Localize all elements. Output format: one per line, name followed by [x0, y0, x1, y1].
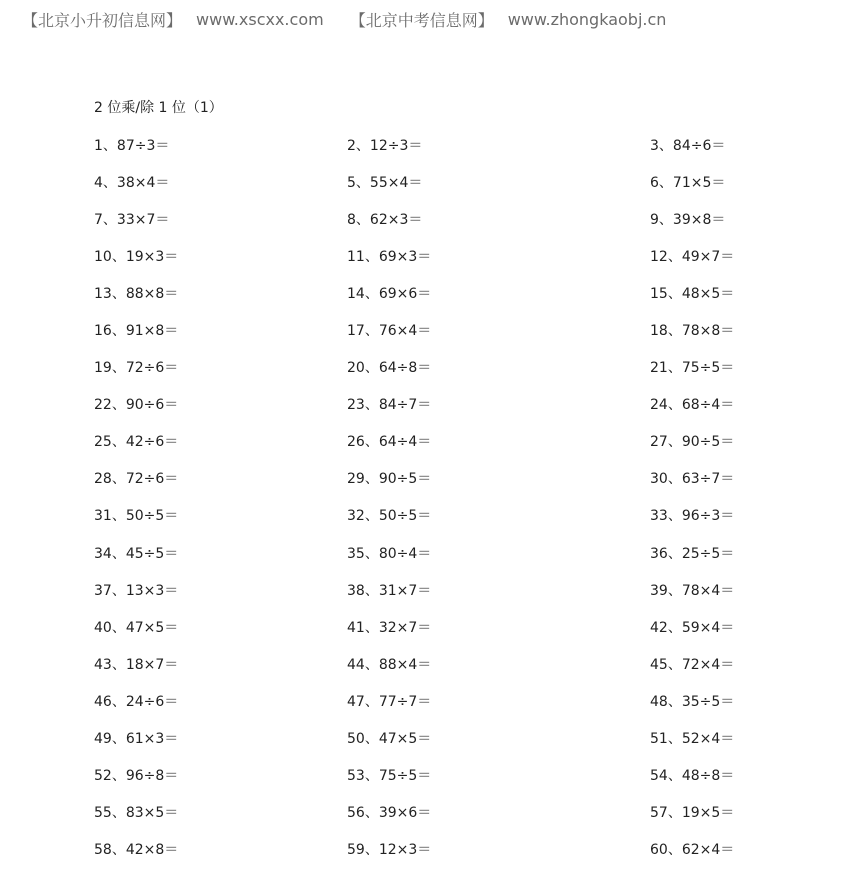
- problem-row: [0, 432, 846, 469]
- problem-item: 4、38×4＝: [94, 175, 170, 192]
- problem-item: 34、45÷5＝: [94, 545, 179, 562]
- problem-item: 49、61×3＝: [94, 730, 179, 747]
- problem-item: 31、50÷5＝: [94, 508, 179, 525]
- problem-item: 22、90÷6＝: [94, 397, 179, 414]
- problem-row: [0, 136, 846, 173]
- problem-row: [0, 395, 846, 432]
- problem-item: 29、90÷5＝: [347, 471, 432, 488]
- problem-item: 54、48÷8＝: [650, 767, 735, 784]
- problem-item: 38、31×7＝: [347, 582, 432, 599]
- problem-row: [0, 618, 846, 655]
- problem-item: 14、69×6＝: [347, 286, 432, 303]
- problem-item: 21、75÷5＝: [650, 360, 735, 377]
- header-site1-name: 【北京小升初信息网】: [22, 10, 183, 30]
- worksheet-title: 2 位乘/除 1 位（1）: [94, 100, 223, 116]
- problem-item: 28、72÷6＝: [94, 471, 179, 488]
- problem-item: 48、35÷5＝: [650, 693, 735, 710]
- problem-row: [0, 766, 846, 803]
- problem-item: 57、19×5＝: [650, 804, 735, 821]
- problem-item: 60、62×4＝: [650, 841, 735, 858]
- problem-item: 32、50÷5＝: [347, 508, 432, 525]
- problem-row: [0, 506, 846, 543]
- problem-item: 40、47×5＝: [94, 619, 179, 636]
- problem-item: 25、42÷6＝: [94, 434, 179, 451]
- problem-item: 6、71×5＝: [650, 175, 726, 192]
- problem-row: [0, 321, 846, 358]
- problem-item: 58、42×8＝: [94, 841, 179, 858]
- problem-grid: [0, 136, 846, 877]
- problem-row: [0, 358, 846, 395]
- problem-row: [0, 840, 846, 877]
- problem-item: 11、69×3＝: [347, 249, 432, 266]
- problem-item: 55、83×5＝: [94, 804, 179, 821]
- problem-row: [0, 544, 846, 581]
- problem-item: 47、77÷7＝: [347, 693, 432, 710]
- problem-row: [0, 469, 846, 506]
- problem-item: 15、48×5＝: [650, 286, 735, 303]
- problem-item: 59、12×3＝: [347, 841, 432, 858]
- page-header: [22, 8, 666, 30]
- problem-item: 42、59×4＝: [650, 619, 735, 636]
- header-site2-url[interactable]: www.zhongkaobj.cn: [507, 9, 667, 29]
- problem-item: 43、18×7＝: [94, 656, 179, 673]
- problem-item: 12、49×7＝: [650, 249, 735, 266]
- problem-row: [0, 247, 846, 284]
- problem-item: 35、80÷4＝: [347, 545, 432, 562]
- problem-item: 8、62×3＝: [347, 212, 423, 229]
- problem-item: 20、64÷8＝: [347, 360, 432, 377]
- problem-row: [0, 210, 846, 247]
- problem-item: 1、87÷3＝: [94, 138, 170, 154]
- problem-item: 45、72×4＝: [650, 656, 735, 673]
- problem-item: 56、39×6＝: [347, 804, 432, 821]
- problem-item: 53、75÷5＝: [347, 767, 432, 784]
- problem-item: 10、19×3＝: [94, 249, 179, 266]
- problem-item: 39、78×4＝: [650, 582, 735, 599]
- problem-item: 17、76×4＝: [347, 323, 432, 340]
- problem-item: 23、84÷7＝: [347, 397, 432, 414]
- problem-item: 33、96÷3＝: [650, 508, 735, 525]
- problem-item: 2、12÷3＝: [347, 138, 423, 154]
- problem-item: 27、90÷5＝: [650, 434, 735, 451]
- problem-item: 18、78×8＝: [650, 323, 735, 340]
- problem-item: 3、84÷6＝: [650, 138, 726, 154]
- problem-item: 5、55×4＝: [347, 175, 423, 192]
- header-site2-name: 【北京中考信息网】: [349, 10, 494, 30]
- header-site1-url[interactable]: www.xscxx.com: [196, 9, 324, 29]
- problem-item: 36、25÷5＝: [650, 545, 735, 562]
- problem-item: 46、24÷6＝: [94, 693, 179, 710]
- problem-row: [0, 692, 846, 729]
- problem-item: 19、72÷6＝: [94, 360, 179, 377]
- problem-item: 37、13×3＝: [94, 582, 179, 599]
- problem-item: 50、47×5＝: [347, 730, 432, 747]
- problem-row: [0, 173, 846, 210]
- problem-row: [0, 803, 846, 840]
- problem-row: [0, 284, 846, 321]
- problem-item: 44、88×4＝: [347, 656, 432, 673]
- problem-row: [0, 729, 846, 766]
- problem-item: 7、33×7＝: [94, 212, 170, 229]
- problem-item: 9、39×8＝: [650, 212, 726, 229]
- problem-item: 24、68÷4＝: [650, 397, 735, 414]
- problem-row: [0, 581, 846, 618]
- problem-item: 52、96÷8＝: [94, 767, 179, 784]
- problem-item: 51、52×4＝: [650, 730, 735, 747]
- problem-item: 41、32×7＝: [347, 619, 432, 636]
- problem-row: [0, 655, 846, 692]
- problem-item: 26、64÷4＝: [347, 434, 432, 451]
- problem-item: 13、88×8＝: [94, 286, 179, 303]
- problem-item: 16、91×8＝: [94, 323, 179, 340]
- problem-item: 30、63÷7＝: [650, 471, 735, 488]
